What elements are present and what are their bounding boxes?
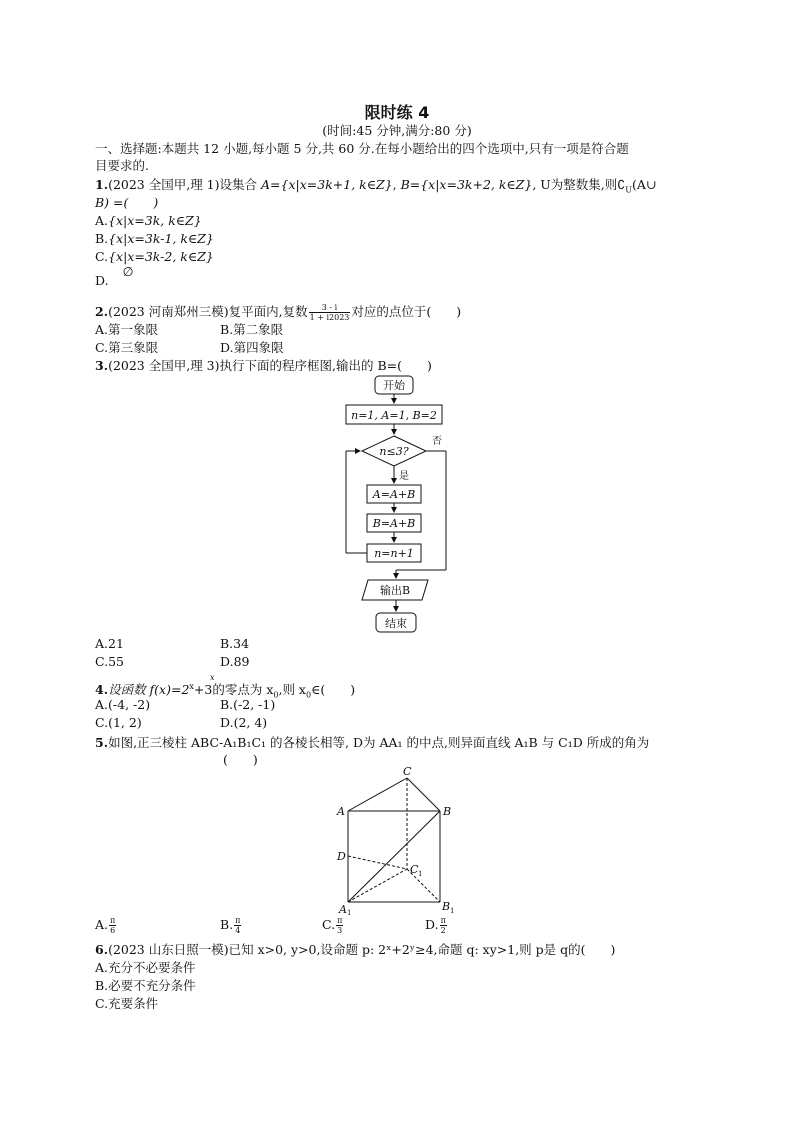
option-d (425, 916, 448, 935)
question-1 (95, 177, 656, 199)
option-text: 第二象限 (233, 322, 284, 337)
option-b (95, 231, 214, 247)
option-d (220, 654, 249, 670)
step1-label: A=A+B (372, 488, 416, 501)
option-a (95, 916, 117, 935)
separator: , (392, 177, 401, 192)
option-c (95, 654, 124, 670)
vertex-c: C (403, 765, 412, 778)
option-text: (1, 2) (108, 715, 142, 730)
question-2 (95, 303, 461, 322)
option-c (322, 916, 344, 935)
subscript-one: 1 (418, 870, 423, 878)
option-label: D. (220, 340, 234, 355)
vertex-b: B (443, 805, 452, 818)
option-text: 55 (108, 654, 124, 669)
subscript: 0 (273, 690, 279, 700)
question-1-cont (95, 195, 158, 211)
page-subtitle: (时间:45 分钟,满分:80 分) (322, 123, 472, 138)
option-label: B. (95, 231, 109, 246)
option-text: 充要条件 (108, 996, 159, 1011)
option-c (95, 340, 158, 356)
end-label: 结束 (385, 617, 407, 630)
option-b (220, 916, 242, 935)
fraction-numerator: π (110, 916, 116, 925)
exponent: x (189, 682, 194, 691)
question-source: (2023 全国甲,理 3) (108, 358, 220, 373)
stem-text: (A∪ (632, 177, 657, 192)
question-number: 5. (95, 735, 109, 750)
option-text: 第一象限 (108, 322, 159, 337)
question-number: 1. (95, 177, 109, 192)
option-b (220, 697, 275, 713)
option-label: D. (220, 715, 234, 730)
question-number: 2. (95, 304, 109, 319)
question-source: (2023 山东日照一模) (108, 942, 229, 957)
fraction-denominator: 2 (440, 926, 446, 935)
option-label: B. (220, 697, 234, 712)
option-label: A. (95, 636, 109, 651)
option-text: 第四象限 (233, 340, 284, 355)
fraction-numerator: 3 - i (309, 303, 351, 313)
option-a (95, 697, 150, 713)
step2-label: B=A+B (372, 517, 416, 530)
stem-text: 设函数 f(x)=2 (108, 682, 190, 698)
option-c (95, 249, 214, 265)
vertex-c1: C (410, 863, 419, 876)
option-label: A. (95, 697, 109, 712)
option-text: (-2, -1) (233, 697, 276, 712)
stem-text: 复平面内,复数 (228, 304, 308, 319)
section-heading-cont: 目要求的. (95, 158, 149, 173)
option-b (220, 322, 283, 338)
stem-text: 对应的点位于( ) (351, 304, 462, 319)
vertex-d: D (337, 850, 346, 863)
option-text: 第三象限 (108, 340, 159, 355)
fraction (336, 916, 343, 935)
yes-label: 是 (399, 471, 409, 482)
stem-text: ∈( ) (311, 682, 356, 698)
question-number: 3. (95, 358, 109, 373)
fraction (309, 303, 351, 322)
option-label: D. (425, 917, 439, 932)
option-text: 21 (108, 636, 124, 651)
question-6 (95, 942, 615, 958)
question-source: (2023 全国甲,理 1) (108, 177, 220, 192)
answer-paren: ( ) (223, 752, 258, 767)
question-number: 4. (95, 682, 109, 698)
fraction-denominator: 4 (235, 926, 241, 935)
start-label: 开始 (383, 379, 405, 392)
option-text: {x|x=3k-2, k∈Z} (108, 249, 214, 264)
option-a (95, 322, 158, 338)
option-d (220, 340, 284, 356)
stem-text: 设集合 (219, 177, 261, 192)
option-label: B. (220, 917, 234, 932)
stem-text: , U为整数集,则∁ (532, 177, 626, 192)
option-label: D. (95, 273, 109, 288)
option-d (95, 264, 134, 289)
output-label: 输出B (379, 584, 411, 597)
flowchart (330, 372, 470, 637)
no-label: 否 (432, 436, 442, 447)
option-d (220, 715, 267, 731)
option-a (95, 960, 196, 976)
set-a: A={x|x=3k+1, k∈Z} (261, 177, 393, 192)
option-label: C. (95, 654, 109, 669)
option-a (95, 213, 202, 229)
option-label: C. (95, 249, 109, 264)
option-text: ∅ (122, 264, 134, 279)
fraction-denominator: 3 (337, 926, 343, 935)
option-label: C. (95, 340, 109, 355)
option-b (220, 636, 249, 652)
fraction (234, 916, 241, 935)
option-text: {x|x=3k, k∈Z} (108, 213, 202, 228)
init-label: n=1, A=1, B=2 (351, 409, 437, 422)
option-text: 89 (233, 654, 250, 669)
option-label: A. (95, 917, 109, 932)
fraction (440, 916, 447, 935)
subscript: 0 (305, 690, 312, 700)
question-source: (2023 河南郑州三模) (108, 304, 229, 319)
fraction (109, 916, 116, 935)
option-label: B. (220, 636, 234, 651)
fraction-numerator: π (235, 916, 241, 925)
exponent-top: x (210, 673, 215, 682)
stem-text: 3的零点为 x (204, 682, 274, 698)
fraction-denominator: 6 (110, 926, 116, 935)
option-label: C. (322, 917, 336, 932)
question-number: 6. (95, 942, 109, 957)
option-text: (2, 4) (233, 715, 268, 730)
page-title: 限时练 4 (364, 103, 430, 122)
subscript-one: 1 (347, 909, 352, 915)
stem-text: 执行下面的程序框图,输出的 B=( ) (219, 358, 432, 373)
option-label: B. (95, 978, 109, 993)
step3-label: n=n+1 (374, 547, 414, 560)
option-c (95, 996, 158, 1012)
option-text: 必要不充分条件 (108, 978, 196, 993)
option-label: C. (95, 715, 109, 730)
option-text: (-4, -2) (108, 697, 151, 712)
section-heading: 一、选择题:本题共 12 小题,每小题 5 分,共 60 分.在每小题给出的四个选项中,只有一项是符合题 (95, 141, 629, 156)
question-5 (95, 735, 649, 751)
option-c (95, 715, 142, 731)
option-a (95, 636, 124, 652)
vertex-a: A (337, 805, 345, 818)
option-label: D. (220, 654, 234, 669)
option-label: A. (95, 213, 109, 228)
option-text: 34 (233, 636, 250, 651)
prism-figure (330, 765, 465, 915)
option-label: C. (95, 996, 109, 1011)
option-label: A. (95, 322, 109, 337)
stem-text: 如图,正三棱柱 ABC-A₁B₁C₁ 的各棱长相等, D为 AA₁ 的中点,则异面直线 A₁B 与 C₁D 所成的角为 (108, 735, 650, 750)
stem-text: + (193, 682, 205, 698)
stem-text: ,则 x (278, 682, 306, 698)
fraction-denominator: 1 + i2023 (309, 313, 350, 322)
option-label: A. (95, 960, 109, 975)
vertex-b1: B (442, 900, 451, 913)
subscript: U (625, 185, 632, 195)
fraction-numerator: π (440, 916, 446, 925)
vertex-a1: A (339, 903, 347, 915)
option-b (95, 978, 196, 994)
fraction-numerator: π (337, 916, 343, 925)
subscript-one: 1 (450, 907, 455, 915)
option-text: {x|x=3k-1, k∈Z} (108, 231, 214, 246)
stem-text: 已知 x>0, y>0,设命题 p: 2ˣ+2ʸ≥4,命题 q: xy>1,则 p是 q的( ) (228, 942, 616, 957)
option-label: B. (220, 322, 234, 337)
set-b: B={x|x=3k+2, k∈Z} (400, 177, 533, 192)
condition-label: n≤3? (379, 445, 409, 458)
stem-text: B) =( ) (95, 195, 159, 210)
option-text: 充分不必要条件 (108, 960, 196, 975)
